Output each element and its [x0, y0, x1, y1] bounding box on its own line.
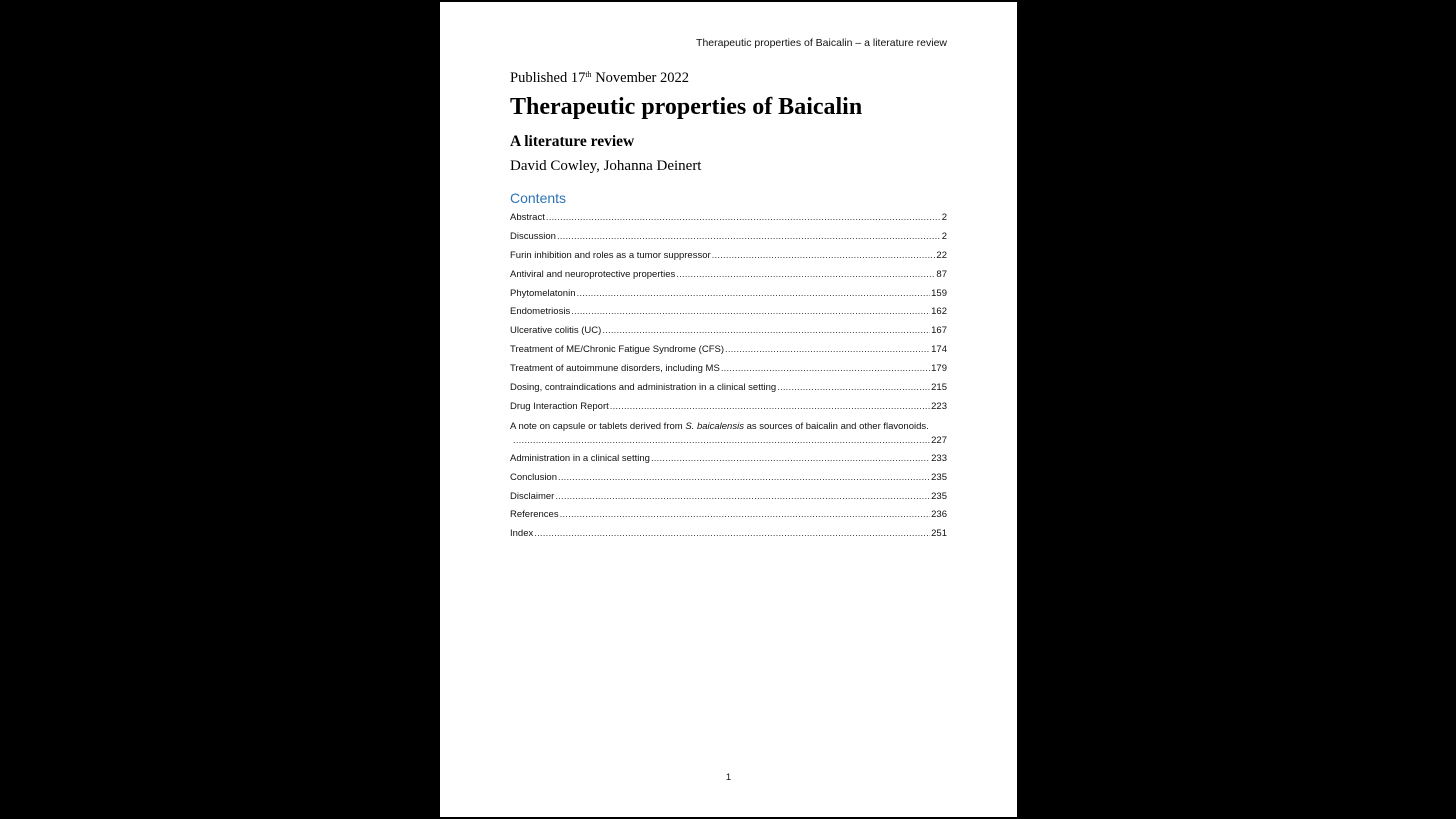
toc-dot-leader — [571, 303, 930, 322]
toc-entry-label: Conclusion — [510, 471, 557, 483]
toc-entry-me-cfs[interactable] — [510, 341, 947, 360]
toc-entry-page: 227 — [931, 434, 947, 446]
toc-entry-phytomelatonin[interactable] — [510, 285, 947, 304]
running-header: Therapeutic properties of Baicalin – a literature review — [696, 37, 947, 49]
toc-dot-leader — [557, 228, 941, 247]
toc-dot-leader — [560, 506, 931, 525]
toc-entry-disclaimer[interactable] — [510, 488, 947, 507]
toc-entry-label: Dosing, contraindications and administration in a clinical setting — [510, 382, 777, 394]
toc-entry-label: Disclaimer — [510, 490, 555, 502]
toc-entry-page: 223 — [931, 400, 947, 412]
toc-entry-page: 159 — [931, 287, 947, 299]
toc-entry-label: References — [510, 509, 559, 521]
toc-entry-label: Index — [510, 528, 534, 540]
page-number: 1 — [725, 772, 732, 783]
toc-entry-continuation — [510, 434, 947, 450]
toc-entry-label: Drug Interaction Report — [510, 400, 609, 412]
toc-dot-leader — [676, 266, 935, 285]
toc-entry-page: 2 — [941, 230, 947, 242]
toc-dot-leader — [777, 379, 930, 398]
toc-entry-discussion[interactable] — [510, 228, 947, 247]
toc-entry-furin-inhibition[interactable] — [510, 247, 947, 266]
toc-entry-page: 174 — [931, 344, 947, 356]
toc-entry-drug-interaction[interactable] — [510, 398, 947, 417]
document-page — [440, 2, 1017, 817]
publication-date — [510, 70, 689, 87]
toc-entry-label: Endometriosis — [510, 306, 571, 318]
toc-entry-endometriosis[interactable] — [510, 303, 947, 322]
toc-entry-page: 235 — [931, 471, 947, 483]
toc-entry-label: Abstract — [510, 212, 545, 223]
toc-entry-label-start: A note on capsule or tablets derived from — [510, 420, 686, 432]
toc-dot-leader — [602, 322, 930, 341]
toc-dot-leader — [534, 525, 930, 544]
toc-entry-page: 179 — [931, 363, 947, 375]
toc-dot-leader — [576, 285, 930, 304]
toc-entry-label: Treatment of autoimmune disorders, including MS — [510, 363, 720, 375]
toc-entry-page: 235 — [931, 490, 947, 502]
toc-entry-label: Phytomelatonin — [510, 287, 576, 299]
toc-entry-capsule-note[interactable] — [510, 417, 947, 450]
toc-entry-autoimmune[interactable] — [510, 360, 947, 379]
toc-entry-references[interactable] — [510, 506, 947, 525]
toc-entry-page: 2 — [941, 212, 947, 223]
toc-entry-label — [510, 420, 947, 434]
table-of-contents — [510, 209, 947, 544]
toc-entry-page: 251 — [931, 528, 947, 540]
toc-entry-page: 22 — [936, 249, 947, 261]
toc-entry-label: Treatment of ME/Chronic Fatigue Syndrome (CFS) — [510, 344, 724, 356]
toc-entry-page: 167 — [931, 325, 947, 337]
toc-entry-label: Discussion — [510, 230, 556, 242]
toc-entry-label-end: as sources of baicalin and other flavonoids. — [743, 420, 929, 432]
toc-entry-label-italic: S. baicalensis — [685, 420, 744, 432]
toc-entry-label: Ulcerative colitis (UC) — [510, 325, 602, 337]
toc-entry-page: 215 — [931, 382, 947, 394]
toc-dot-leader — [546, 209, 941, 228]
toc-dot-leader — [610, 398, 930, 417]
document-title: Therapeutic properties of Baicalin — [510, 94, 863, 120]
document-subtitle: A literature review — [510, 133, 635, 150]
publication-date-ordinal: th — [585, 70, 592, 79]
toc-entry-label: Furin inhibition and roles as a tumor suppressor — [510, 249, 711, 261]
toc-entry-conclusion[interactable] — [510, 469, 947, 488]
toc-dot-leader — [513, 434, 930, 448]
toc-entry-ulcerative-colitis[interactable] — [510, 322, 947, 341]
publication-date-rest: November 2022 — [591, 70, 690, 86]
toc-entry-label: Administration in a clinical setting — [510, 452, 650, 464]
toc-entry-abstract[interactable] — [510, 209, 947, 228]
publication-date-prefix: Published 17 — [510, 70, 586, 86]
toc-dot-leader — [721, 360, 930, 379]
toc-entry-dosing[interactable] — [510, 379, 947, 398]
toc-dot-leader — [555, 488, 930, 507]
toc-dot-leader — [558, 469, 930, 488]
toc-entry-label: Antiviral and neuroprotective properties — [510, 268, 676, 280]
toc-entry-page: 233 — [931, 452, 947, 464]
toc-entry-page: 87 — [936, 268, 947, 280]
toc-dot-leader — [725, 341, 930, 360]
toc-entry-page: 162 — [931, 306, 947, 318]
toc-entry-index[interactable] — [510, 525, 947, 544]
contents-heading: Contents — [510, 190, 567, 206]
toc-dot-leader — [651, 450, 930, 469]
toc-entry-administration[interactable] — [510, 450, 947, 469]
toc-entry-antiviral[interactable] — [510, 266, 947, 285]
toc-entry-page: 236 — [931, 509, 947, 521]
document-authors: David Cowley, Johanna Deinert — [510, 158, 702, 174]
toc-dot-leader — [712, 247, 936, 266]
